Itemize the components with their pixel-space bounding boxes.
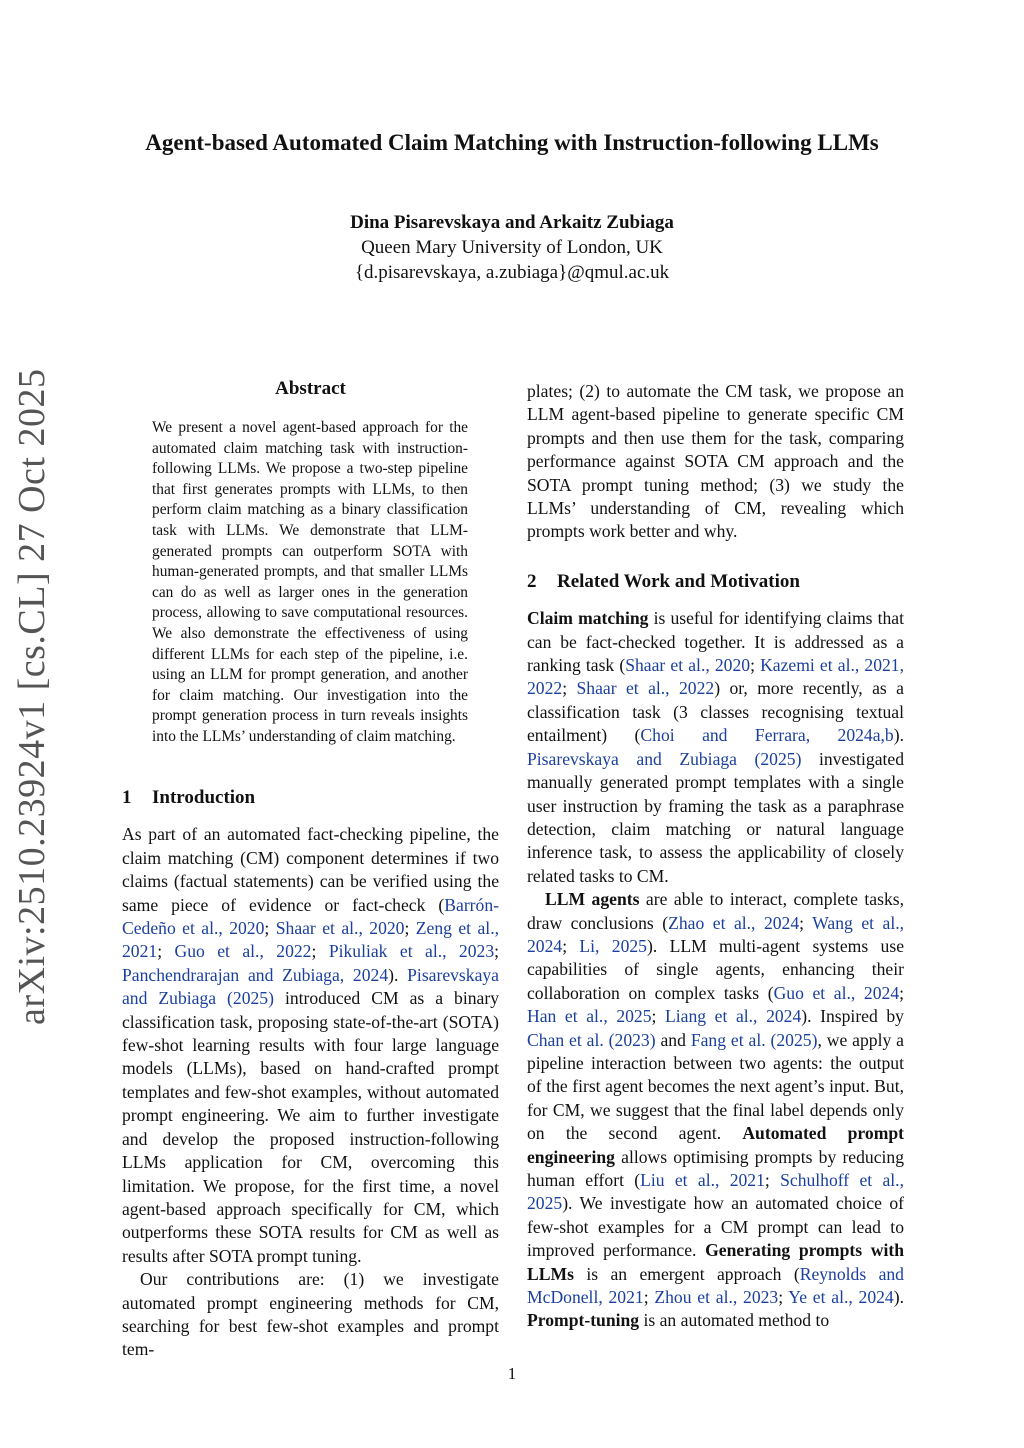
- intro-paragraph-2: Our contributions are: (1) we investigate automated prompt engineering methods for CM, searching for best few-shot examples and prompt tem-: [122, 1269, 499, 1360]
- citation[interactable]: Fang et al. (2025): [690, 1029, 818, 1050]
- citation[interactable]: Shaar et al., 2022: [576, 678, 715, 699]
- citation[interactable]: Ye et al., 2024: [788, 1287, 894, 1308]
- paper-title: Agent-based Automated Claim Matching with Instruction-following LLMs: [145, 130, 879, 155]
- page-number: 1: [507, 1364, 517, 1383]
- citation[interactable]: Pisarevskaya and Zubiaga (2025): [122, 964, 499, 1009]
- intro-paragraph-1: As part of an automated fact-checking pipeline, the claim matching (CM) component determines if two claims (factual statements) can be verified using the same piece of evidence or fact-check (Barrón-Cedeño et al., 2020; Shaar et al., 2020; Zeng et al., 2021; Guo et al., 2022; Pikuliak et al., 2023; Panchendrarajan and Zubiaga, 2024). Pisarevskaya and Zubiaga (2025) introduced CM as a binary classification task, proposing state-of-the-art (SOTA) few-shot learning results with four large language models (LLMs), based on hand-crafted prompt templates and few-shot examples, without automated prompt engineering. We aim to further investigate and develop the proposed instruction-following LLMs application for CM, overcoming this limitation. We propose, for the first time, a novel agent-based approach specifically for CM, which outperforms these SOTA results for CM as well as results after SOTA prompt tuning.: [122, 824, 500, 1266]
- citation[interactable]: Panchendrarajan and Zubiaga, 2024: [122, 964, 389, 985]
- llm-agents-paragraph: LLM agents are able to interact, complete tasks, draw conclusions (Zhao et al., 2024; Wang et al., 2024; Li, 2025). LLM multi-agent systems use capabilities of single agents, enhancing their collaboration on complex tasks (Guo et al., 2024; Han et al., 2025; Liang et al., 2024). Inspired by Chan et al. (2023) and Fang et al. (2025), we apply a pipeline interaction between two agents: the output of the first agent becomes the next agent’s input. But, for CM, we suggest that the final label depends only on the second agent. Automated prompt engineering allows optimising prompts by reducing human effort (Liu et al., 2021; Schulhoff et al., 2025). We investigate how an automated choice of few-shot examples for a CM prompt can lead to improved performance. Generating prompts with LLMs is an emergent approach (Reynolds and McDonell, 2021; Zhou et al., 2023; Ye et al., 2024). Prompt-tuning is an automated method to: [527, 889, 905, 1331]
- email: {d.pisarevskaya, a.zubiaga}@qmul.ac.uk: [354, 262, 670, 283]
- intro-heading: 1 Introduction: [122, 787, 256, 808]
- citation[interactable]: Chan et al. (2023): [527, 1029, 656, 1050]
- citation[interactable]: Guo et al., 2022: [174, 941, 312, 962]
- citation[interactable]: Guo et al., 2024: [773, 982, 900, 1003]
- intro-section: [122, 786, 499, 1362]
- right-column: [527, 380, 904, 1333]
- citation[interactable]: Wang et al., 2024: [527, 912, 905, 956]
- citation[interactable]: Zeng et al., 2021: [122, 918, 499, 962]
- citation[interactable]: Zhao et al., 2024: [668, 912, 800, 933]
- claim-matching-paragraph: Claim matching is useful for identifying claims that can be fact-checked together. It is addressed as a ranking task (Shaar et al., 2020; Kazemi et al., 2021, 2022; Shaar et al., 2022) or, more recently, as a classification task (3 classes recognising textual entailment) (Choi and Ferrara, 2024a,b). Pisarevskaya and Zubiaga (2025) investigated manually generated prompt templates with a single user instruction by framing the task as a paraphrase detection, claim matching or natural language inference task, to assess the applicability of closely related tasks to CM.: [527, 608, 904, 886]
- citation[interactable]: Pikuliak et al., 2023: [328, 941, 495, 962]
- citation[interactable]: Liang et al., 2024: [665, 1006, 802, 1027]
- author-names: Dina Pisarevskaya and Arkaitz Zubiaga: [350, 212, 674, 233]
- citation[interactable]: Kazemi et al., 2021, 2022: [527, 655, 904, 699]
- citation[interactable]: Shaar et al., 2020: [275, 918, 405, 939]
- citation[interactable]: Barrón-Cedeño et al., 2020: [122, 894, 499, 939]
- related-work-heading: 2 Related Work and Motivation: [527, 570, 800, 592]
- arxiv-stamp[interactable]: arXiv:2510.23924v1 [cs.CL] 27 Oct 2025: [11, 368, 53, 1025]
- citation[interactable]: Han et al., 2025: [527, 1006, 652, 1027]
- affiliation: Queen Mary University of London, UK: [361, 237, 663, 258]
- citation[interactable]: Pisarevskaya and Zubiaga (2025): [527, 748, 802, 769]
- abstract-heading: Abstract: [275, 378, 346, 399]
- citation[interactable]: Shaar et al., 2020: [625, 655, 751, 676]
- citation[interactable]: Li, 2025: [579, 935, 647, 956]
- citation[interactable]: Choi and Ferrara, 2024a,b: [640, 725, 894, 746]
- contrib-continuation: plates; (2) to automate the CM task, we propose an LLM agent-based pipeline to generate specific CM prompts and then use them for the task, comparing performance against SOTA CM approach and the SOTA prompt tuning method; (3) we study the LLMs’ understanding of CM, revealing which prompts work better and why.: [527, 381, 904, 542]
- abstract-text: We present a novel agent-based approach for the automated claim matching task with instruction-following LLMs. We propose a two-step pipeline that first generates prompts with LLMs, to then perform claim matching as a binary classification task with LLMs. We demonstrate that LLM-generated prompts can outperform SOTA with human-generated prompts, and that smaller LLMs can do as well as larger ones in the generation process, allowing to save computational resources. We also demonstrate the effectiveness of using different LLMs for each step of the pipeline, i.e. using an LLM for prompt generation, and another for claim matching. Our investigation into the prompt generation process in turn reveals insights into the LLMs’ understanding of claim matching.: [152, 419, 468, 745]
- citation[interactable]: Liu et al., 2021: [640, 1170, 765, 1190]
- citation[interactable]: Zhou et al., 2023: [654, 1287, 779, 1308]
- citation[interactable]: Reynolds and McDonell, 2021: [527, 1263, 904, 1308]
- citation[interactable]: Schulhoff et al., 2025: [527, 1170, 904, 1214]
- author-block: [0, 210, 1024, 285]
